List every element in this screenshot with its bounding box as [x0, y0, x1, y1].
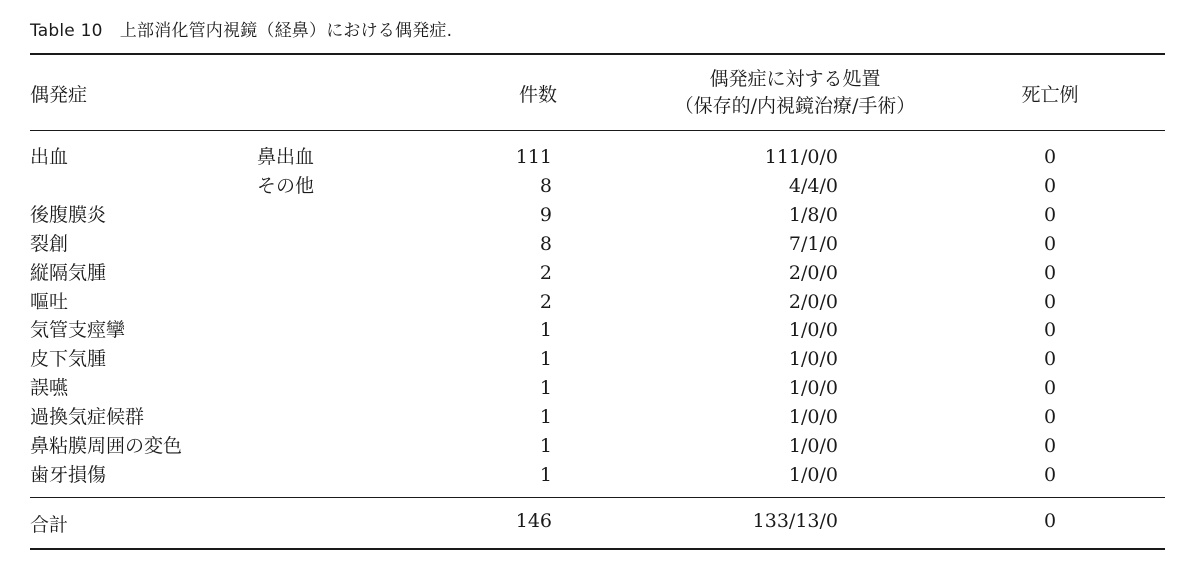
row-complication: 出血 [30, 146, 69, 168]
row-complication: 歯牙損傷 [30, 464, 107, 486]
row-complication: 誤嚥 [30, 377, 69, 399]
total-treatment: 133/13/0 [752, 510, 838, 532]
row-count: 8 [539, 233, 552, 255]
row-death-value: 0 [1043, 348, 1057, 370]
row-count: 1 [539, 377, 552, 399]
row-subtype: その他 [257, 175, 315, 197]
row-subtype: 鼻出血 [257, 146, 315, 168]
row-count: 111 [515, 146, 552, 168]
table-total-rule [30, 497, 1165, 498]
row-treatment: 1/0/0 [788, 435, 838, 457]
table-top-rule [30, 53, 1165, 55]
row-death-value: 0 [1043, 464, 1057, 486]
row-complication: 過換気症候群 [30, 406, 145, 428]
row-death-value: 0 [1043, 319, 1057, 341]
row-treatment: 1/0/0 [788, 319, 838, 341]
row-count: 1 [539, 435, 552, 457]
table-bottom-rule [30, 548, 1165, 550]
row-complication: 鼻粘膜周囲の変色 [30, 435, 183, 457]
row-death-value: 0 [1043, 233, 1057, 255]
row-count: 1 [539, 319, 552, 341]
row-count: 1 [539, 406, 552, 428]
row-complication: 裂創 [30, 233, 69, 255]
table-caption: Table 10 上部消化管内視鏡（経鼻）における偶発症. [30, 21, 453, 41]
row-death-value: 0 [1043, 377, 1057, 399]
row-treatment: 1/0/0 [788, 406, 838, 428]
row-complication: 後腹膜炎 [30, 204, 107, 226]
row-count: 2 [539, 262, 552, 284]
row-death-value: 0 [1043, 291, 1057, 313]
row-complication: 嘔吐 [30, 291, 69, 313]
row-death-value: 0 [1043, 146, 1057, 168]
row-complication: 縦隔気腫 [30, 262, 107, 284]
row-count: 1 [539, 464, 552, 486]
table-header-rule [30, 130, 1165, 131]
row-count: 8 [539, 175, 552, 197]
row-treatment: 1/0/0 [788, 377, 838, 399]
header-treatment-line1: 偶発症に対する処置 [709, 68, 881, 90]
row-treatment: 2/0/0 [788, 262, 838, 284]
row-treatment: 111/0/0 [764, 146, 838, 168]
row-death-value: 0 [1043, 175, 1057, 197]
row-count: 9 [539, 204, 552, 226]
total-death-value: 0 [1043, 510, 1057, 532]
header-complication: 偶発症 [30, 84, 88, 106]
total-label: 合計 [30, 514, 69, 536]
row-death-value: 0 [1043, 204, 1057, 226]
row-treatment: 1/8/0 [788, 204, 838, 226]
row-treatment: 7/1/0 [788, 233, 838, 255]
row-death-value: 0 [1043, 406, 1057, 428]
row-complication: 皮下気腫 [30, 348, 107, 370]
row-death-value: 0 [1043, 435, 1057, 457]
row-complication: 気管支痙攣 [30, 319, 126, 341]
row-treatment: 4/4/0 [788, 175, 838, 197]
header-treatment-line2: （保存的/内視鏡治療/手術） [674, 95, 916, 117]
row-treatment: 2/0/0 [788, 291, 838, 313]
row-treatment: 1/0/0 [788, 348, 838, 370]
row-count: 1 [539, 348, 552, 370]
row-treatment: 1/0/0 [788, 464, 838, 486]
row-death-value: 0 [1043, 262, 1057, 284]
header-count: 件数 [519, 84, 558, 106]
total-count: 146 [515, 510, 552, 532]
header-death-label: 死亡例 [1021, 84, 1079, 106]
row-count: 2 [539, 291, 552, 313]
